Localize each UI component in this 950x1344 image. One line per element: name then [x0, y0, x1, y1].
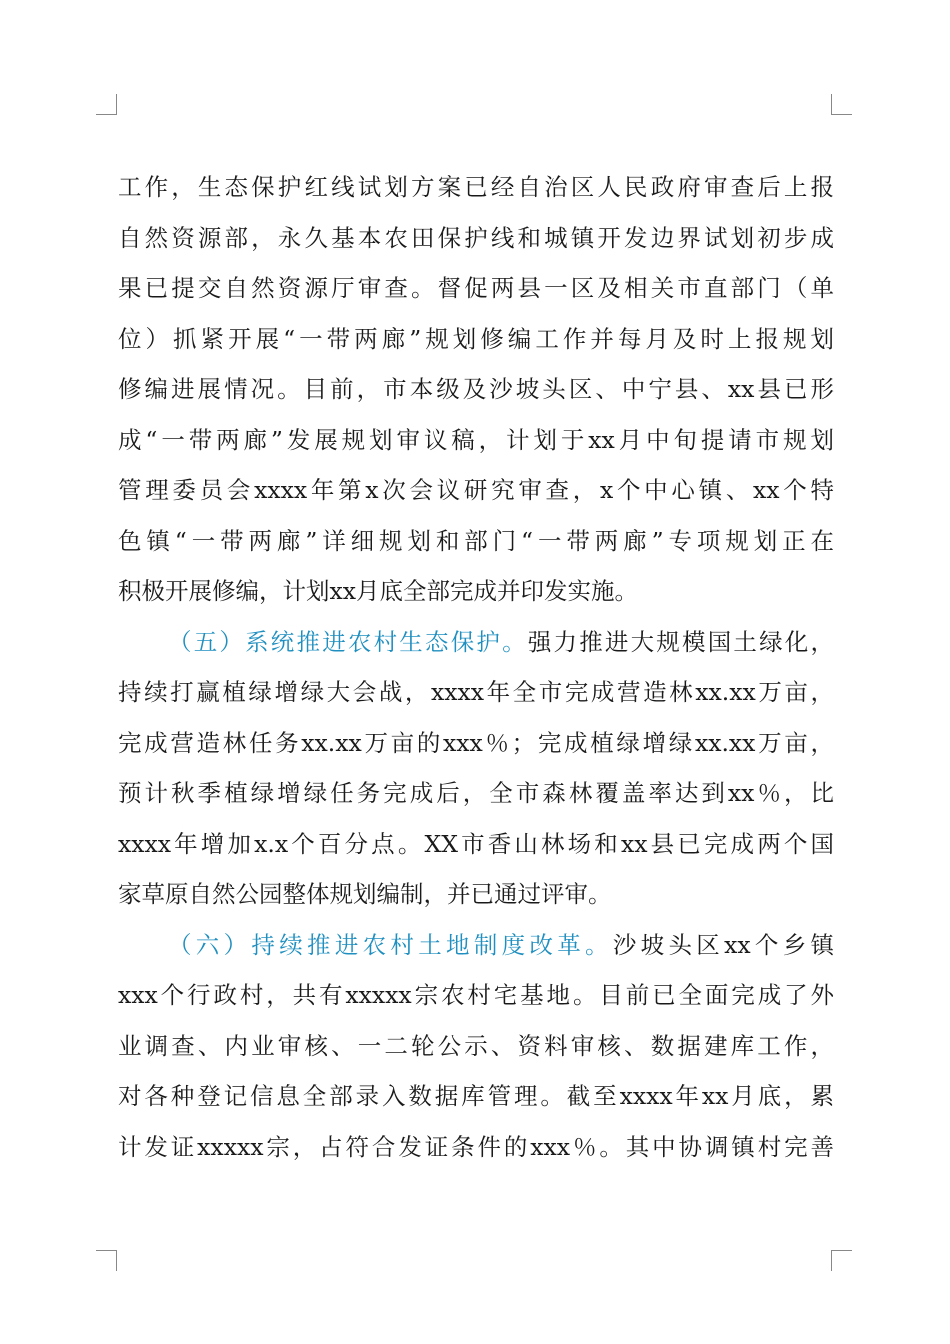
text-line: 果已提交自然资源厅审查。督促两县一区及相关市直部门（单 — [118, 274, 834, 302]
text-span: 强力推进大规模国土绿化， — [527, 627, 834, 656]
paragraph-planning — [118, 162, 834, 617]
text-line: 预计秋季植绿增绿任务完成后，全市森林覆盖率达到xx％，比 — [118, 779, 834, 807]
text-line: 色镇“一带两廊”详细规划和部门“一带两廊”专项规划正在 — [118, 526, 834, 555]
text-line: 计发证xxxxx宗，占符合发证条件的xxx％。其中协调镇村完善 — [118, 1132, 834, 1161]
text-span: 沙坡头区xx个乡镇 — [612, 930, 834, 959]
text-line — [118, 920, 834, 971]
text-line: 积极开展修编，计划xx月底全部完成并印发实施。 — [118, 577, 639, 605]
crop-mark-bottom-left — [96, 1250, 117, 1271]
text-line: 管理委员会xxxx年第x次会议研究审查，x个中心镇、xx个特 — [118, 476, 834, 504]
paragraph-land-reform — [118, 920, 834, 1173]
section-heading-five: （五）系统推进农村生态保护。 — [168, 627, 528, 656]
crop-mark-top-right — [831, 94, 852, 115]
crop-mark-bottom-right — [831, 1250, 852, 1271]
text-line: 自然资源部，永久基本农田保护线和城镇开发边界试划初步成 — [118, 223, 834, 252]
section-heading-six: （六）持续推进农村土地制度改革。 — [168, 930, 613, 959]
text-line: 业调查、内业审核、一二轮公示、资料审核、数据建库工作， — [118, 1031, 834, 1060]
text-line: 持续打赢植绿增绿大会战，xxxx年全市完成营造林xx.xx万亩， — [118, 678, 834, 706]
text-line: 修编进展情况。目前，市本级及沙坡头区、中宁县、xx县已形 — [118, 375, 834, 403]
text-line: 对各种登记信息全部录入数据库管理。截至xxxx年xx月底，累 — [118, 1082, 834, 1110]
text-line: xxxx年增加x.x个百分点。XX市香山林场和xx县已完成两个国 — [118, 829, 834, 858]
text-line: 完成营造林任务xx.xx万亩的xxx％；完成植绿增绿xx.xx万亩， — [118, 728, 834, 757]
text-line: 位）抓紧开展“一带两廊”规划修编工作并每月及时上报规划 — [118, 324, 834, 353]
text-line: 工作，生态保护红线试划方案已经自治区人民政府审查后上报 — [118, 173, 834, 201]
body-text — [118, 162, 834, 1172]
text-line: 成“一带两廊”发展规划审议稿，计划于xx月中旬提请市规划 — [118, 425, 834, 454]
text-line: 家草原自然公园整体规划编制，并已通过评审。 — [118, 880, 612, 908]
text-line: xxx个行政村，共有xxxxx宗农村宅基地。目前已全面完成了外 — [118, 981, 834, 1009]
text-line — [118, 617, 834, 668]
crop-mark-top-left — [96, 94, 117, 115]
paragraph-ecology — [118, 617, 834, 920]
